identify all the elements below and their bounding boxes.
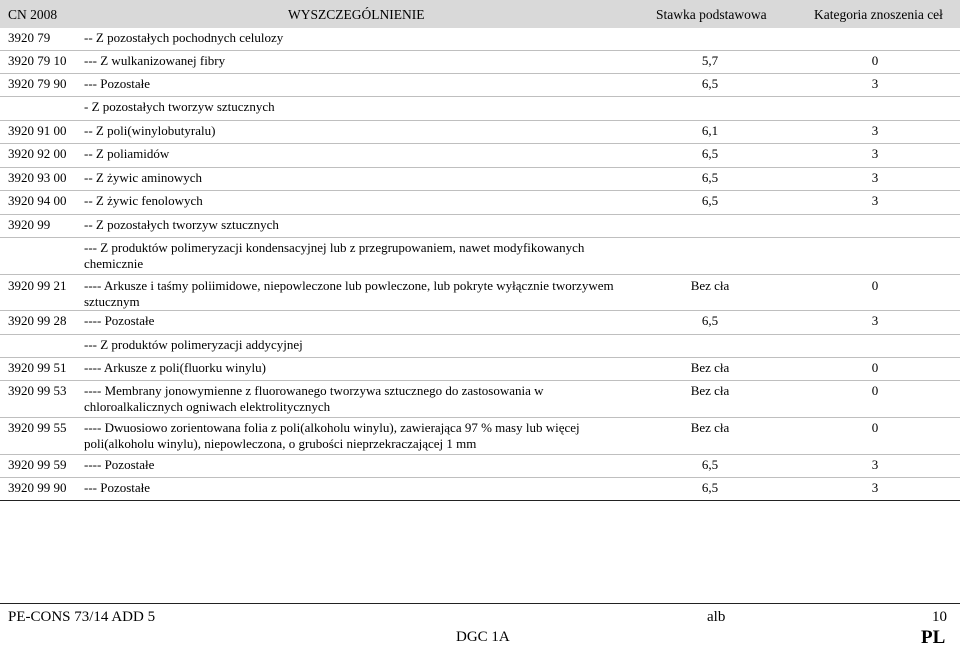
base-rate-cell: 6,5 [701,76,719,91]
header-cn-code: CN 2008 [8,7,58,22]
base-rate-cell: Bez cła [690,383,730,398]
base-rate-cell: 6,5 [701,313,719,328]
category-cell: 3 [871,123,879,138]
category-cell: 0 [871,53,879,68]
description-cell: -- Z pozostałych pochodnych celulozy [84,30,284,45]
row-divider [0,274,960,275]
cn-code-cell: 3920 99 51 [8,360,67,375]
description-cell: ---- Arkusze z poli(fluorku winylu) [84,360,266,375]
row-divider [0,214,960,215]
base-rate-cell: Bez cła [690,278,730,293]
base-rate-cell: Bez cła [690,360,730,375]
base-rate-cell: Bez cła [690,420,730,435]
category-cell: 3 [871,76,879,91]
row-divider [0,237,960,238]
row-divider [0,73,960,74]
cn-code-cell: 3920 99 90 [8,480,67,495]
row-divider [0,50,960,51]
cn-code-cell: 3920 99 [8,217,51,232]
description-cell: --- Z produktów polimeryzacji kondensacyjnej lub z przegrupowaniem, nawet modyfikowanych chemicznie [84,240,585,271]
base-rate-cell: 6,5 [701,457,719,472]
cn-code-cell: 3920 92 00 [8,146,67,161]
unit-initials: alb [707,609,726,625]
description-cell: --- Pozostałe [84,76,151,91]
header-description: WYSZCZEGÓLNIENIE [288,7,425,22]
cn-code-cell: 3920 94 00 [8,193,67,208]
row-divider [0,334,960,335]
category-cell: 0 [871,420,879,435]
cn-code-cell: 3920 79 [8,30,51,45]
description-cell: -- Z pozostałych tworzyw sztucznych [84,217,279,232]
category-cell: 3 [871,313,879,328]
description-cell: -- Z poli(winylobutyralu) [84,123,216,138]
row-divider [0,477,960,478]
cn-code-cell: 3920 79 10 [8,53,67,68]
cn-code-cell: 3920 99 53 [8,383,67,398]
header-base-rate: Stawka podstawowa [656,7,767,22]
category-cell: 3 [871,480,879,495]
cn-code-cell: 3920 79 90 [8,76,67,91]
category-cell: 3 [871,457,879,472]
category-cell: 0 [871,383,879,398]
description-cell: --- Z produktów polimeryzacji addycyjnej [84,337,303,352]
description-cell: ---- Dwuosiowo zorientowana folia z poli(alkoholu winylu), zawierająca 97 % masy lub więcej poli(alkoholu winylu), niepowleczona, o grubości nieprzekraczającej 1 mm [84,420,580,451]
category-cell: 3 [871,146,879,161]
description-cell: -- Z żywic aminowych [84,170,203,185]
base-rate-cell: 5,7 [701,53,719,68]
header-staging-category: Kategoria znoszenia ceł [814,7,943,22]
description-cell: --- Pozostałe [84,480,151,495]
directorate-code: DGC 1A [456,629,510,645]
row-divider [0,500,960,501]
category-cell: 3 [871,193,879,208]
description-cell: ---- Membrany jonowymienne z fluorowanego tworzywa sztucznego do zastosowania w chloroalkalicznych ogniwach elektrolitycznych [84,383,544,414]
cn-code-cell: 3920 99 55 [8,420,67,435]
description-cell: ---- Arkusze i taśmy poliimidowe, niepowleczone lub powleczone, lub pokryte wyłącznie tworzywem sztucznym [84,278,614,309]
base-rate-cell: 6,1 [701,123,719,138]
row-divider [0,120,960,121]
row-divider [0,167,960,168]
footer-divider [0,603,960,604]
category-cell: 0 [871,278,879,293]
description-cell: ---- Pozostałe [84,313,155,328]
description-cell: --- Z wulkanizowanej fibry [84,53,226,68]
cn-code-cell: 3920 99 28 [8,313,67,328]
row-divider [0,143,960,144]
row-divider [0,417,960,418]
page-number: 10 [932,609,947,625]
description-cell: - Z pozostałych tworzyw sztucznych [84,99,275,114]
row-divider [0,380,960,381]
language-code: PL [921,627,946,648]
row-divider [0,454,960,455]
category-cell: 0 [871,360,879,375]
base-rate-cell: 6,5 [701,193,719,208]
cn-code-cell: 3920 93 00 [8,170,67,185]
table-header [0,0,960,28]
cn-code-cell: 3920 99 59 [8,457,67,472]
base-rate-cell: 6,5 [701,146,719,161]
row-divider [0,96,960,97]
document-reference: PE-CONS 73/14 ADD 5 [8,609,156,625]
description-cell: -- Z poliamidów [84,146,170,161]
cn-code-cell: 3920 99 21 [8,278,67,293]
category-cell: 3 [871,170,879,185]
description-cell: -- Z żywic fenolowych [84,193,203,208]
description-cell: ---- Pozostałe [84,457,155,472]
row-divider [0,310,960,311]
cn-code-cell: 3920 91 00 [8,123,67,138]
base-rate-cell: 6,5 [701,480,719,495]
row-divider [0,190,960,191]
base-rate-cell: 6,5 [701,170,719,185]
row-divider [0,357,960,358]
